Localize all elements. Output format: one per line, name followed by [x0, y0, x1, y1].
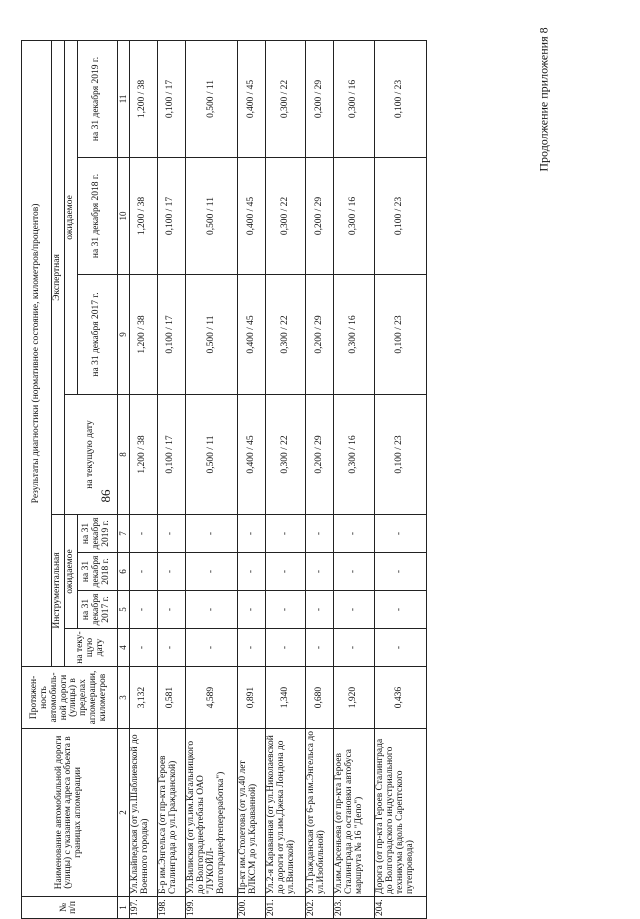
expert-2018: 0,400 / 45 — [238, 158, 266, 275]
row-number: 200. — [238, 897, 266, 919]
road-length: 4,589 — [185, 667, 237, 729]
expert-current: 0,100 / 17 — [157, 395, 185, 515]
instr-2019: - — [238, 515, 266, 553]
row-number: 198. — [157, 897, 185, 919]
expert-2018: 1,200 / 38 — [129, 158, 157, 275]
road-name: Пр-кт им.Столетова (от ул.40 лет ВЛКСМ до ул.Караванной) — [238, 729, 266, 897]
column-index: 9 — [117, 275, 129, 395]
road-name: Б-р им.Энгельса (от пр-кта Героев Сталинграда до ул.Гражданской) — [157, 729, 185, 897]
instr-current: - — [374, 629, 426, 667]
header-exp-2018: на 31 декабря 2018 г. — [77, 158, 117, 275]
instr-2019: - — [266, 515, 306, 553]
instr-2019: - — [129, 515, 157, 553]
expert-2017: 0,100 / 17 — [157, 275, 185, 395]
table-row — [334, 40, 374, 918]
table-body — [129, 40, 426, 918]
road-length: 1,920 — [334, 667, 374, 729]
instr-2019: - — [306, 515, 334, 553]
instr-2017: - — [374, 591, 426, 629]
column-index: 6 — [117, 553, 129, 591]
column-index: 7 — [117, 515, 129, 553]
road-name: Ул.Гражданская (от 6-ра им.Энгельса до ул.Изобильной) — [306, 729, 334, 897]
instr-2017: - — [238, 591, 266, 629]
expert-2017: 1,200 / 38 — [129, 275, 157, 395]
instr-current: - — [129, 629, 157, 667]
expert-2019: 1,200 / 38 — [129, 40, 157, 157]
expert-current: 0,200 / 29 — [306, 395, 334, 515]
road-length: 0,891 — [238, 667, 266, 729]
expert-current: 0,100 / 23 — [374, 395, 426, 515]
instr-current: - — [334, 629, 374, 667]
instr-2017: - — [306, 591, 334, 629]
table-row — [266, 40, 306, 918]
column-index: 11 — [117, 40, 129, 157]
instr-2017: - — [266, 591, 306, 629]
instr-2018: - — [238, 553, 266, 591]
instr-current: - — [266, 629, 306, 667]
instr-current: - — [185, 629, 237, 667]
diagnostics-table-sheet — [21, 41, 427, 919]
header-current-expert: на текущую дату — [64, 395, 117, 515]
row-number: 203. — [334, 897, 374, 919]
expert-2019: 0,400 / 45 — [238, 40, 266, 157]
header-expected-expert: ожидаемое — [64, 40, 77, 394]
instr-2018: - — [306, 553, 334, 591]
expert-current: 0,300 / 16 — [334, 395, 374, 515]
instr-2018: - — [129, 553, 157, 591]
expert-2018: 0,200 / 29 — [306, 158, 334, 275]
instr-2019: - — [157, 515, 185, 553]
header-no: № п/п — [22, 897, 118, 919]
expert-2017: 0,400 / 45 — [238, 275, 266, 395]
expert-current: 0,400 / 45 — [238, 395, 266, 515]
header-exp-2019: на 31 декабря 2019 г. — [77, 40, 117, 157]
expert-2017: 0,300 / 16 — [334, 275, 374, 395]
table-header — [22, 40, 130, 918]
expert-2019: 0,300 / 16 — [334, 40, 374, 157]
instr-2019: - — [334, 515, 374, 553]
road-name: Ул.2-я Караванная (от ул.Николаевской до дороги от ул.им.Джека Лондона до ул.Вилиской) — [266, 729, 306, 897]
expert-2018: 0,300 / 16 — [334, 158, 374, 275]
column-index: 5 — [117, 591, 129, 629]
expert-2017: 0,200 / 29 — [306, 275, 334, 395]
expert-2019: 0,300 / 22 — [266, 40, 306, 157]
table-row — [374, 40, 426, 918]
road-length: 1,340 — [266, 667, 306, 729]
road-name: Ул.Клайпедская (от ул.Шаблиевской до Военного городка) — [129, 729, 157, 897]
row-number: 202. — [306, 897, 334, 919]
header-expert: Экспертная — [52, 40, 65, 514]
road-length: 0,581 — [157, 667, 185, 729]
expert-2019: 0,200 / 29 — [306, 40, 334, 157]
table-row — [129, 40, 157, 918]
expert-current: 1,200 / 38 — [129, 395, 157, 515]
road-length: 3,132 — [129, 667, 157, 729]
header-road-name: Наименование автомобильной дороги (улицы) с указанием адреса объекта в границах агломерации — [22, 729, 118, 897]
expert-2019: 0,100 / 23 — [374, 40, 426, 157]
expert-2019: 0,100 / 17 — [157, 40, 185, 157]
expert-2018: 0,100 / 23 — [374, 158, 426, 275]
expert-2018: 0,500 / 11 — [185, 158, 237, 275]
header-instr-2019: на 31 декабря 2019 г. — [77, 515, 117, 553]
column-index: 8 — [117, 395, 129, 515]
instr-2019: - — [185, 515, 237, 553]
instr-current: - — [157, 629, 185, 667]
road-length: 0,680 — [306, 667, 334, 729]
road-name: Дорога (от пр-кта Героев Сталинграда до Волгоградского индустриального техникума (вдоль Сарептского путепровода) — [374, 729, 426, 897]
instr-2018: - — [374, 553, 426, 591]
header-length: Протяжен-ность автомобиль-ной дороги (улицы) в пределах агломерации, километров — [22, 667, 118, 729]
table-row — [157, 40, 185, 918]
expert-2019: 0,500 / 11 — [185, 40, 237, 157]
row-number: 201. — [266, 897, 306, 919]
header-exp-2017: на 31 декабря 2017 г. — [77, 275, 117, 395]
column-index: 4 — [117, 629, 129, 667]
table-row — [306, 40, 334, 918]
column-index: 3 — [117, 667, 129, 729]
instr-2018: - — [266, 553, 306, 591]
instr-2018: - — [334, 553, 374, 591]
instr-2017: - — [334, 591, 374, 629]
row-number: 199. — [185, 897, 237, 919]
diagnostics-table — [21, 40, 427, 919]
instr-current: - — [306, 629, 334, 667]
table-row — [238, 40, 266, 918]
instr-2018: - — [185, 553, 237, 591]
expert-current: 0,300 / 22 — [266, 395, 306, 515]
instr-2017: - — [129, 591, 157, 629]
header-results: Результаты диагностики (нормативное состояние, километров/процентов) — [22, 40, 52, 666]
expert-current: 0,500 / 11 — [185, 395, 237, 515]
page-number: 86 — [98, 489, 113, 503]
column-index: 2 — [117, 729, 129, 897]
instr-current: - — [238, 629, 266, 667]
table-row — [185, 40, 237, 918]
expert-2018: 0,100 / 17 — [157, 158, 185, 275]
road-name: Ул.им.Арсеньева (от пр-кта Героев Сталинграда до остановки автобуса маршрута № 16 "Депо") — [334, 729, 374, 897]
header-expected-instrumental: ожидаемое — [64, 515, 77, 629]
continuation-label: Продолжение приложения 8 — [536, 27, 551, 172]
column-index-row — [117, 40, 129, 918]
column-index: 10 — [117, 158, 129, 275]
expert-2017: 0,100 / 23 — [374, 275, 426, 395]
expert-2017: 0,300 / 22 — [266, 275, 306, 395]
column-index: 1 — [117, 897, 129, 919]
header-instr-2018: на 31 декабря 2018 г. — [77, 553, 117, 591]
row-number: 197. — [129, 897, 157, 919]
row-number: 204. — [374, 897, 426, 919]
header-instr-2017: на 31 декабря 2017 г. — [77, 591, 117, 629]
instr-2019: - — [374, 515, 426, 553]
road-name: Ул.Вилиская (от ул.им.Кагальницкого до Волгограднефтебазы ОАО "ЛУКОЙЛ-Волгограднефтепереработка") — [185, 729, 237, 897]
instr-2018: - — [157, 553, 185, 591]
header-instrumental: Инструментальная — [52, 515, 65, 667]
instr-2017: - — [157, 591, 185, 629]
header-current-instrumental: на теку-щую дату — [64, 629, 117, 667]
expert-2017: 0,500 / 11 — [185, 275, 237, 395]
expert-2018: 0,300 / 22 — [266, 158, 306, 275]
instr-2017: - — [185, 591, 237, 629]
road-length: 0,436 — [374, 667, 426, 729]
